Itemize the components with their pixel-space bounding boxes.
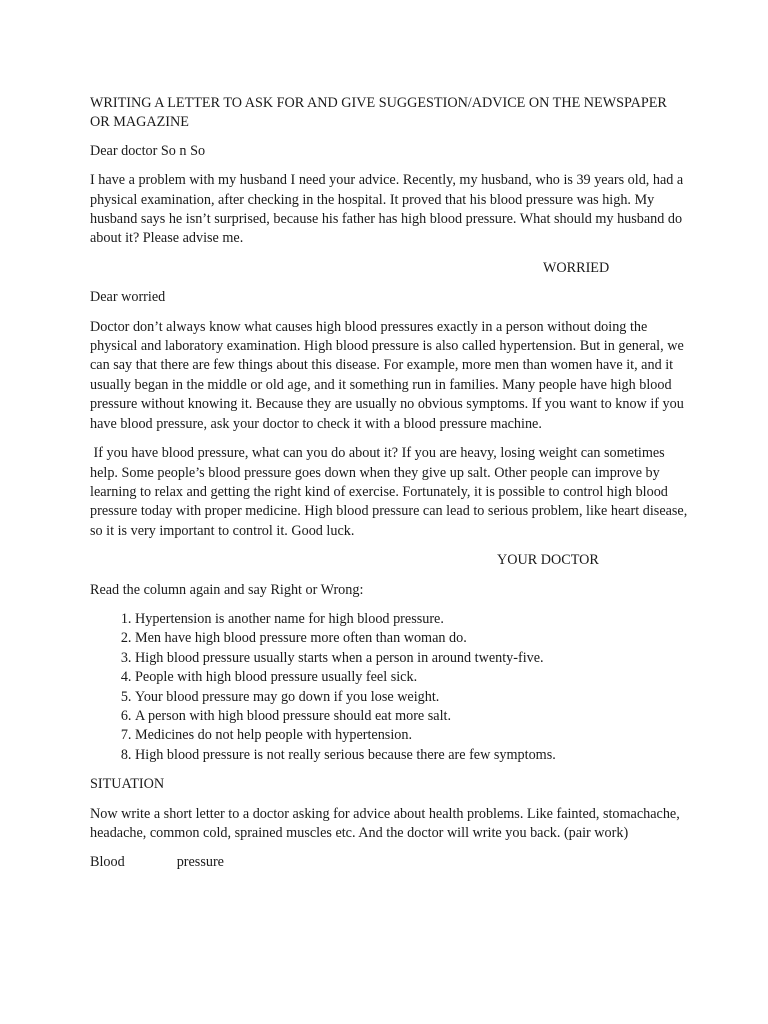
list-item: 5. Your blood pressure may go down if you lose weight. — [135, 688, 690, 707]
list-item: 2. Men have high blood pressure more often than woman do. — [135, 629, 690, 648]
reply-signature: YOUR DOCTOR — [497, 552, 599, 569]
letter-body: I have a problem with my husband I need your advice. Recently, my husband, who is 39 years old, had a physical examination, after checking in the hospital. It proved that his blood pressure was high. My husband says he isn’t surprised, because his father has high blood pressure. What should my husband do about it? Please advise me. — [90, 172, 684, 247]
situation-heading: SITUATION — [90, 776, 165, 793]
list-item: 8. High blood pressure is not really serious because there are few symptoms. — [135, 746, 690, 765]
list-item: 6. A person with high blood pressure should eat more salt. — [135, 707, 690, 726]
question-list — [90, 610, 690, 765]
list-item: 1. Hypertension is another name for high blood pressure. — [135, 610, 690, 629]
page-title: WRITING A LETTER TO ASK FOR AND GIVE SUGGESTION/ADVICE ON THE NEWSPAPER OR MAGAZINE — [90, 95, 667, 131]
letter-greeting: Dear doctor So n So — [90, 142, 206, 159]
reply-paragraph-2: If you have blood pressure, what can you do about it? If you are heavy, losing weight can sometimes help. Some people’s blood pressure goes down when they give up salt. Other people can improve by learning to relax and getting the right kind of exercise. Fortunately, it is possible to control high blood pressure today with proper medicine. High blood pressure can lead to serious problem, like heart disease, so it is very important to control it. Good luck. — [90, 445, 691, 539]
footer-word: Blood — [90, 854, 125, 871]
situation-text: Now write a short letter to a doctor asking for advice about health problems. Like fainted, stomachache, headache, common cold, sprained muscles etc. And the doctor will write you back. (pair work) — [90, 805, 680, 841]
footer-word: pressure — [176, 854, 224, 871]
list-item: 3. High blood pressure usually starts when a person in around twenty-five. — [135, 649, 690, 668]
document-page — [90, 94, 690, 873]
list-item: 4. People with high blood pressure usually feel sick. — [135, 668, 690, 687]
letter-signature: WORRIED — [543, 259, 610, 276]
reply-greeting: Dear worried — [90, 289, 166, 306]
list-item: 7. Medicines do not help people with hypertension. — [135, 726, 690, 745]
exercise-instruction: Read the column again and say Right or Wrong: — [90, 581, 364, 598]
footer-words — [90, 853, 690, 872]
reply-paragraph-1: Doctor don’t always know what causes high blood pressures exactly in a person without doing the physical and laboratory examination. High blood pressure is also called hypertension. But in general, we can say that there are few things about this disease. For example, more men than women have it, and it usually began in the middle or old age, and it something run in families. Many people have high blood pressure without knowing it. Because they are usually no obvious symptoms. If you want to know if you have blood pressure, ask your doctor to check it with a blood pressure machine. — [90, 318, 684, 432]
